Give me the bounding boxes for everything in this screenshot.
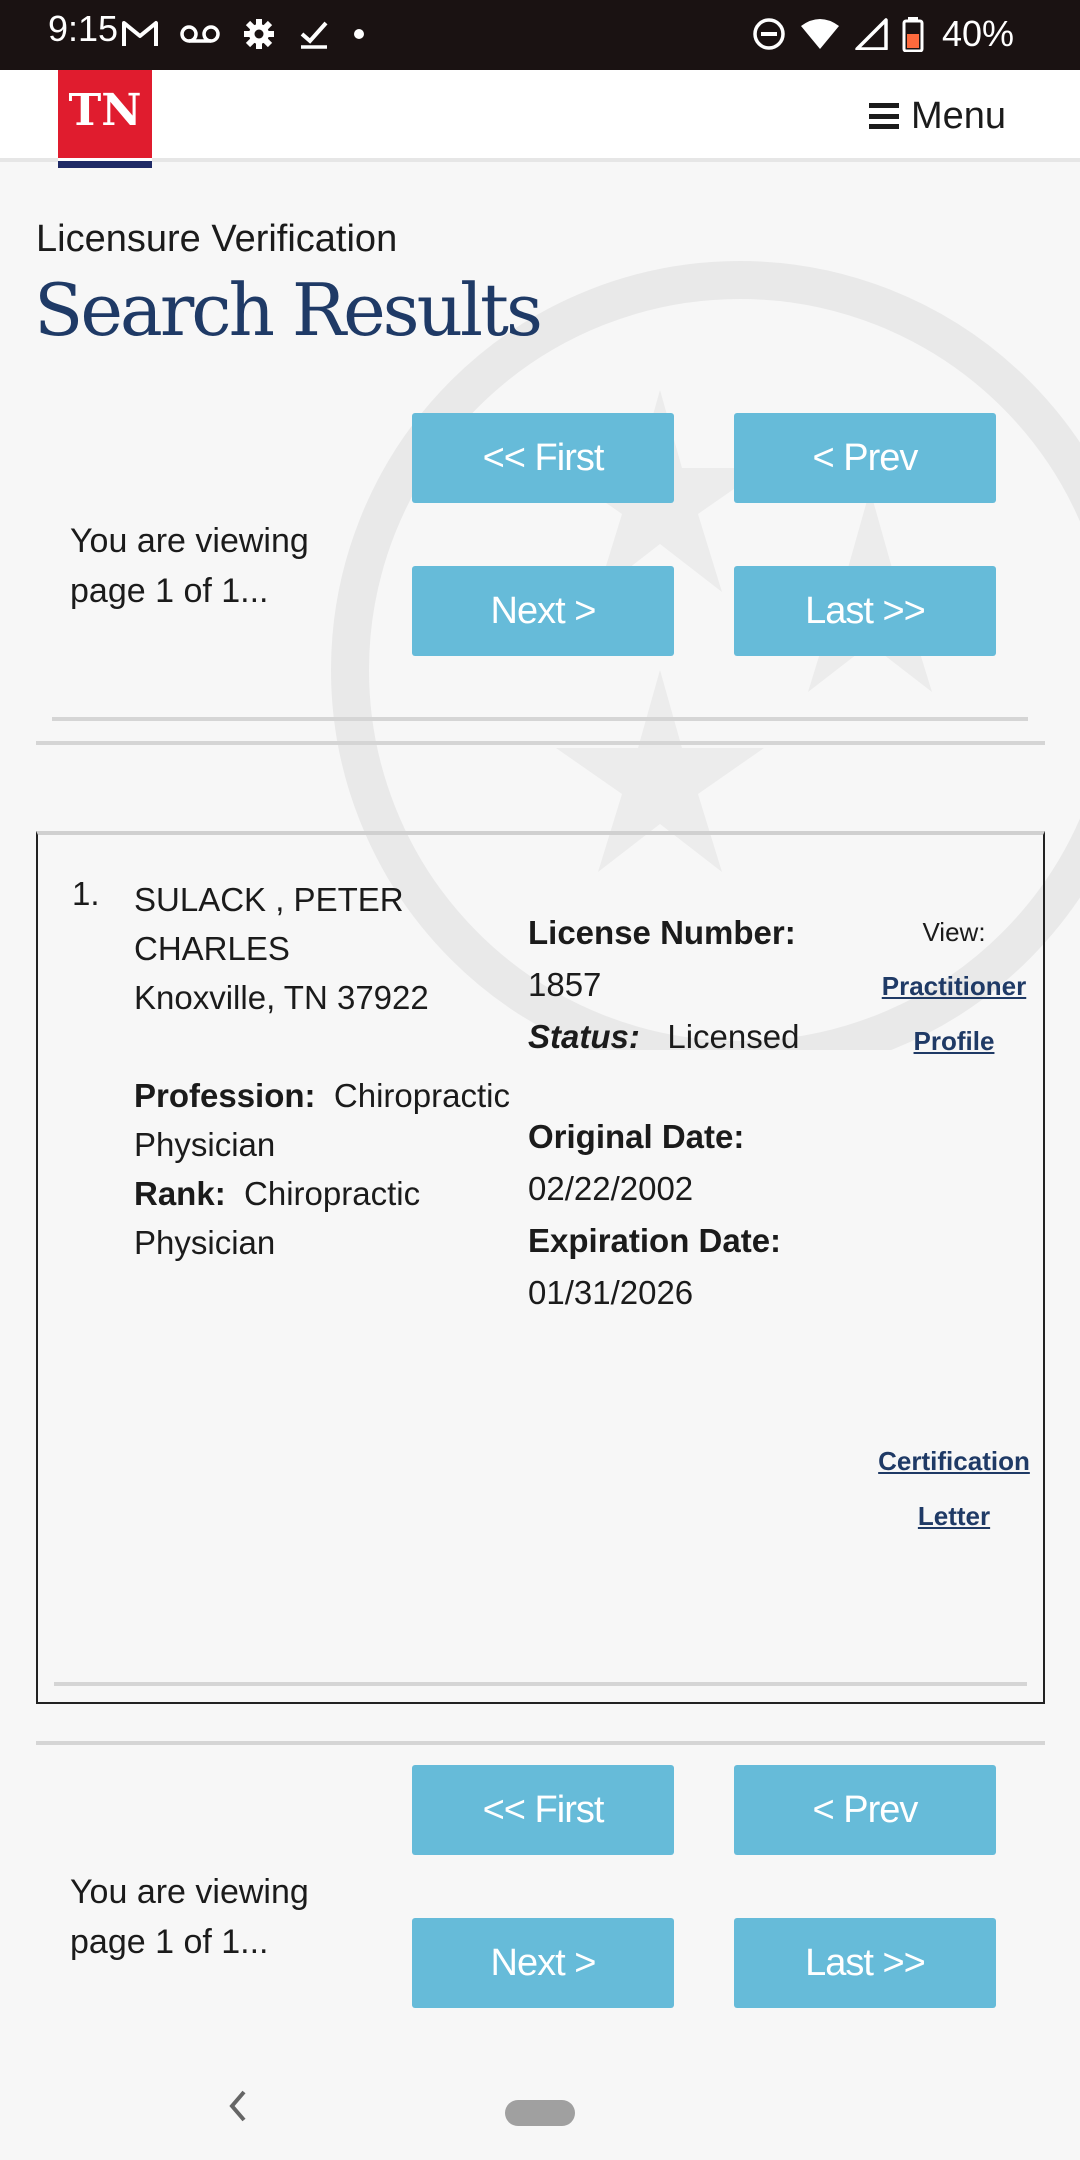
license-number-label: License Number: [528,914,796,951]
battery-icon [902,16,924,52]
home-pill[interactable] [505,2100,575,2126]
divider [52,717,1028,721]
original-date: 02/22/2002 [528,1170,694,1207]
practitioner-profile-link[interactable]: Practitioner Profile [881,971,1027,1056]
profession-info [134,1071,524,1267]
rank-value: Chiropractic Physician [134,1175,421,1261]
tn-logo[interactable] [58,70,152,168]
original-date-label: Original Date: [528,1118,745,1155]
last-button[interactable]: Last >> [734,566,996,656]
page-subtitle: Licensure Verification [36,218,398,260]
expiration-date: 01/31/2026 [528,1274,694,1311]
menu-button[interactable] [869,92,1006,140]
signal-icon [854,18,888,50]
menu-label: Menu [910,94,1006,137]
result-card [36,831,1045,1704]
first-button[interactable]: << First [412,1765,674,1855]
divider [36,741,1045,745]
pager-bottom [0,1763,1080,2023]
settings-icon [242,17,276,51]
dnd-icon [752,17,786,51]
practitioner-location: Knoxville, TN 37922 [134,979,429,1016]
next-button[interactable]: Next > [412,566,674,656]
hamburger-icon [869,103,899,129]
profession-value: Chiropractic Physician [134,1077,510,1163]
status-time: 9:15 [48,8,119,49]
page-indicator: You are viewing page 1 of 1... [70,1873,309,1961]
dot-icon [352,27,366,41]
status-value: Licensed [667,1018,800,1055]
status-bar [0,0,1080,70]
prev-button[interactable]: < Prev [734,1765,996,1855]
check-icon [298,18,330,50]
gmail-icon [122,20,158,48]
certification-letter-link[interactable]: Certification Letter [878,1446,1030,1531]
pager-top [0,412,1080,672]
system-nav-bar [0,2050,1080,2160]
expiration-date-label: Expiration Date: [528,1222,782,1259]
prev-button[interactable]: < Prev [734,413,996,503]
voicemail-icon [180,23,220,45]
view-label: View: [922,917,986,947]
license-info [528,907,828,1063]
divider [36,1741,1045,1745]
last-button[interactable]: Last >> [734,1918,996,2008]
wifi-icon [800,18,840,50]
first-button[interactable]: << First [412,413,674,503]
rank-label: Rank: [134,1175,226,1212]
page-title: Search Results [34,268,540,352]
next-button[interactable]: Next > [412,1918,674,2008]
practitioner-name: SULACK , PETER CHARLES Knoxville, TN 37922 [134,875,474,1022]
license-dates [528,1111,828,1319]
result-number: 1. [72,875,100,912]
status-label: Status: [528,1018,640,1055]
profession-label: Profession: [134,1077,316,1114]
battery-percent: 40% [941,13,1014,54]
license-number: 1857 [528,966,602,1003]
page-indicator: You are viewing page 1 of 1... [70,522,309,610]
back-chevron-icon[interactable] [226,2088,250,2124]
site-header [0,70,1080,162]
divider [54,1682,1027,1686]
logo-text: TN [58,70,152,158]
